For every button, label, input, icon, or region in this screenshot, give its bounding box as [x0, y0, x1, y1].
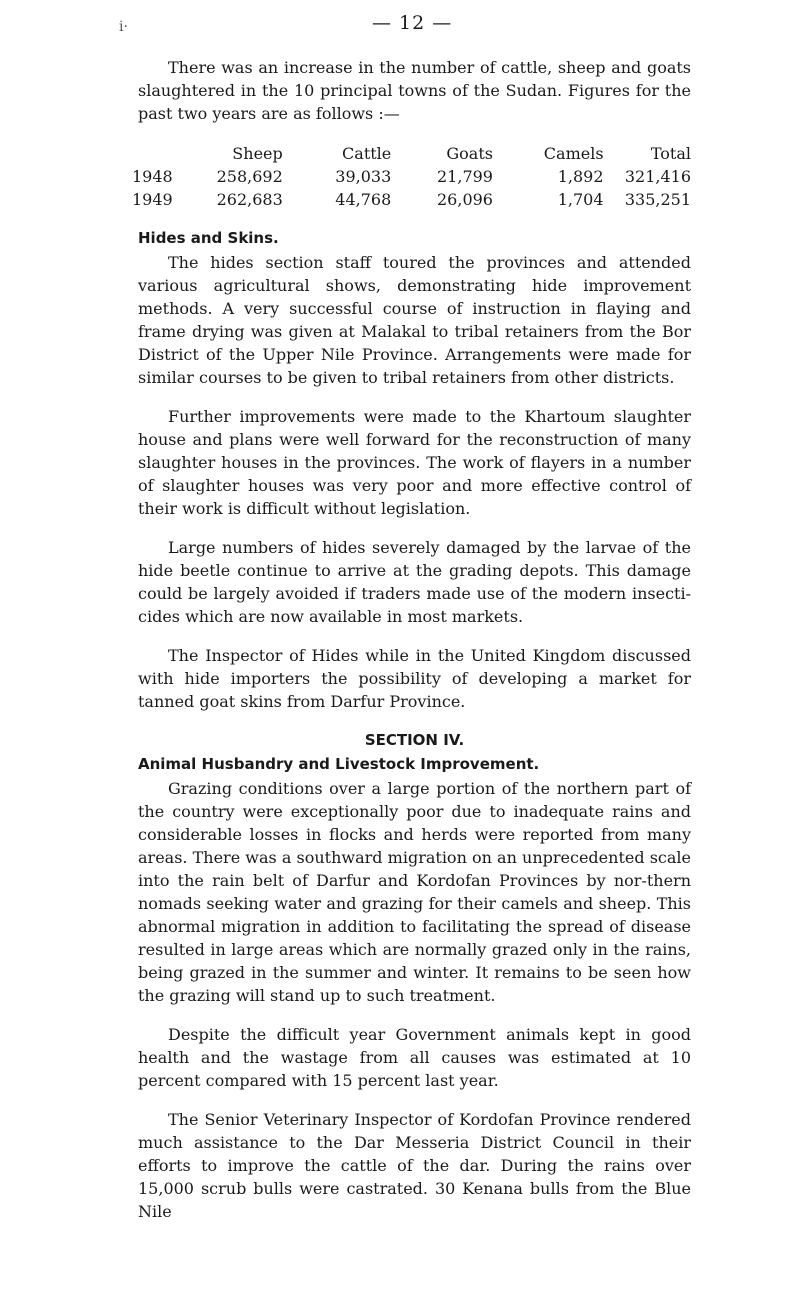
table-header: Cattle	[342, 144, 392, 163]
table-cell: 21,799	[437, 167, 493, 186]
table-cell: 335,251	[624, 190, 691, 209]
table-cell: 262,683	[216, 190, 283, 209]
hides-paragraph: Further improvements were made to the Khartoum slaughter house and plans were well forward for the reconstruction of many slaughter houses in the provinces. The work of flayers in a number of slaughter houses was very poor and more effective control of their work is difficult without legislation.	[138, 407, 691, 518]
slaughter-table	[132, 142, 691, 211]
table-cell-year: 1949	[132, 190, 173, 209]
table-cell: 26,096	[437, 190, 493, 209]
table-header: Goats	[446, 144, 493, 163]
table-header-year	[132, 142, 191, 165]
section-heading: Animal Husbandry and Livestock Improvement.	[138, 755, 540, 773]
section-paragraph: The Senior Veterinary Inspector of Kordofan Province rendered much assistance to the Dar Messeria District Council in their efforts to improve the cattle of the dar. During the rains over 15,000 scrub bulls were castrated. 30 Kenana bulls from the Blue Nile	[138, 1110, 691, 1221]
table-cell-year: 1948	[132, 167, 173, 186]
hides-paragraph: The hides section staff toured the provinces and attended various agricultural shows, demonstrating hide improvement methods. A very successful course of instruction in flaying and frame drying was given at Malakal to tribal retainers from the Bor District of the Upper Nile Province. Arrangements were made for similar courses to be given to tribal retainers from other districts.	[138, 253, 691, 387]
table-cell: 1,892	[557, 167, 604, 186]
page-mark: i·	[119, 19, 128, 35]
section-paragraph: Despite the difficult year Government animals kept in good health and the wastage from all causes was estimated at 10 percent compared with 15 percent last year.	[138, 1025, 691, 1090]
page-number: — 12 —	[372, 12, 453, 34]
section-title: SECTION IV.	[364, 731, 465, 749]
table-header: Sheep	[232, 144, 283, 163]
hides-paragraph: The Inspector of Hides while in the United Kingdom discussed with hide importers the possibility of developing a market for tanned goat skins from Darfur Province.	[138, 646, 691, 711]
hides-paragraph: Large numbers of hides severely damaged by the larvae of the hide beetle continue to arrive at the grading depots. This damage could be largely avoided if traders made use of the modern insecti-cides which are now available in most markets.	[138, 538, 691, 626]
table-header: Total	[650, 144, 691, 163]
table-cell: 321,416	[624, 167, 691, 186]
table-header-row	[132, 142, 691, 165]
table-cell: 44,768	[335, 190, 392, 209]
table-cell: 1,704	[557, 190, 604, 209]
intro-paragraph: There was an increase in the number of cattle, sheep and goats slaughtered in the 10 principal towns of the Sudan. Figures for the past two years are as follows :—	[138, 58, 691, 123]
table-cell: 258,692	[216, 167, 283, 186]
table-cell: 39,033	[335, 167, 392, 186]
table-header: Camels	[543, 144, 604, 163]
table-row	[132, 165, 691, 188]
hides-heading: Hides and Skins.	[138, 229, 279, 247]
table-row	[132, 188, 691, 211]
section-paragraph: Grazing conditions over a large portion of the northern part of the country were exceptionally poor due to inadequate rains and considerable losses in flocks and herds were reported from many areas. There was a southward migration on an unprecedented scale into the rain belt of Darfur and Kordofan Provinces by nor-thern nomads seeking water and grazing for their camels and sheep. This abnormal migration in addition to facilitating the spread of disease resulted in large areas which are normally grazed only in the rains, being grazed in the summer and winter. It remains to be seen how the grazing will stand up to such treatment.	[138, 779, 691, 1005]
page-body	[132, 56, 691, 1223]
